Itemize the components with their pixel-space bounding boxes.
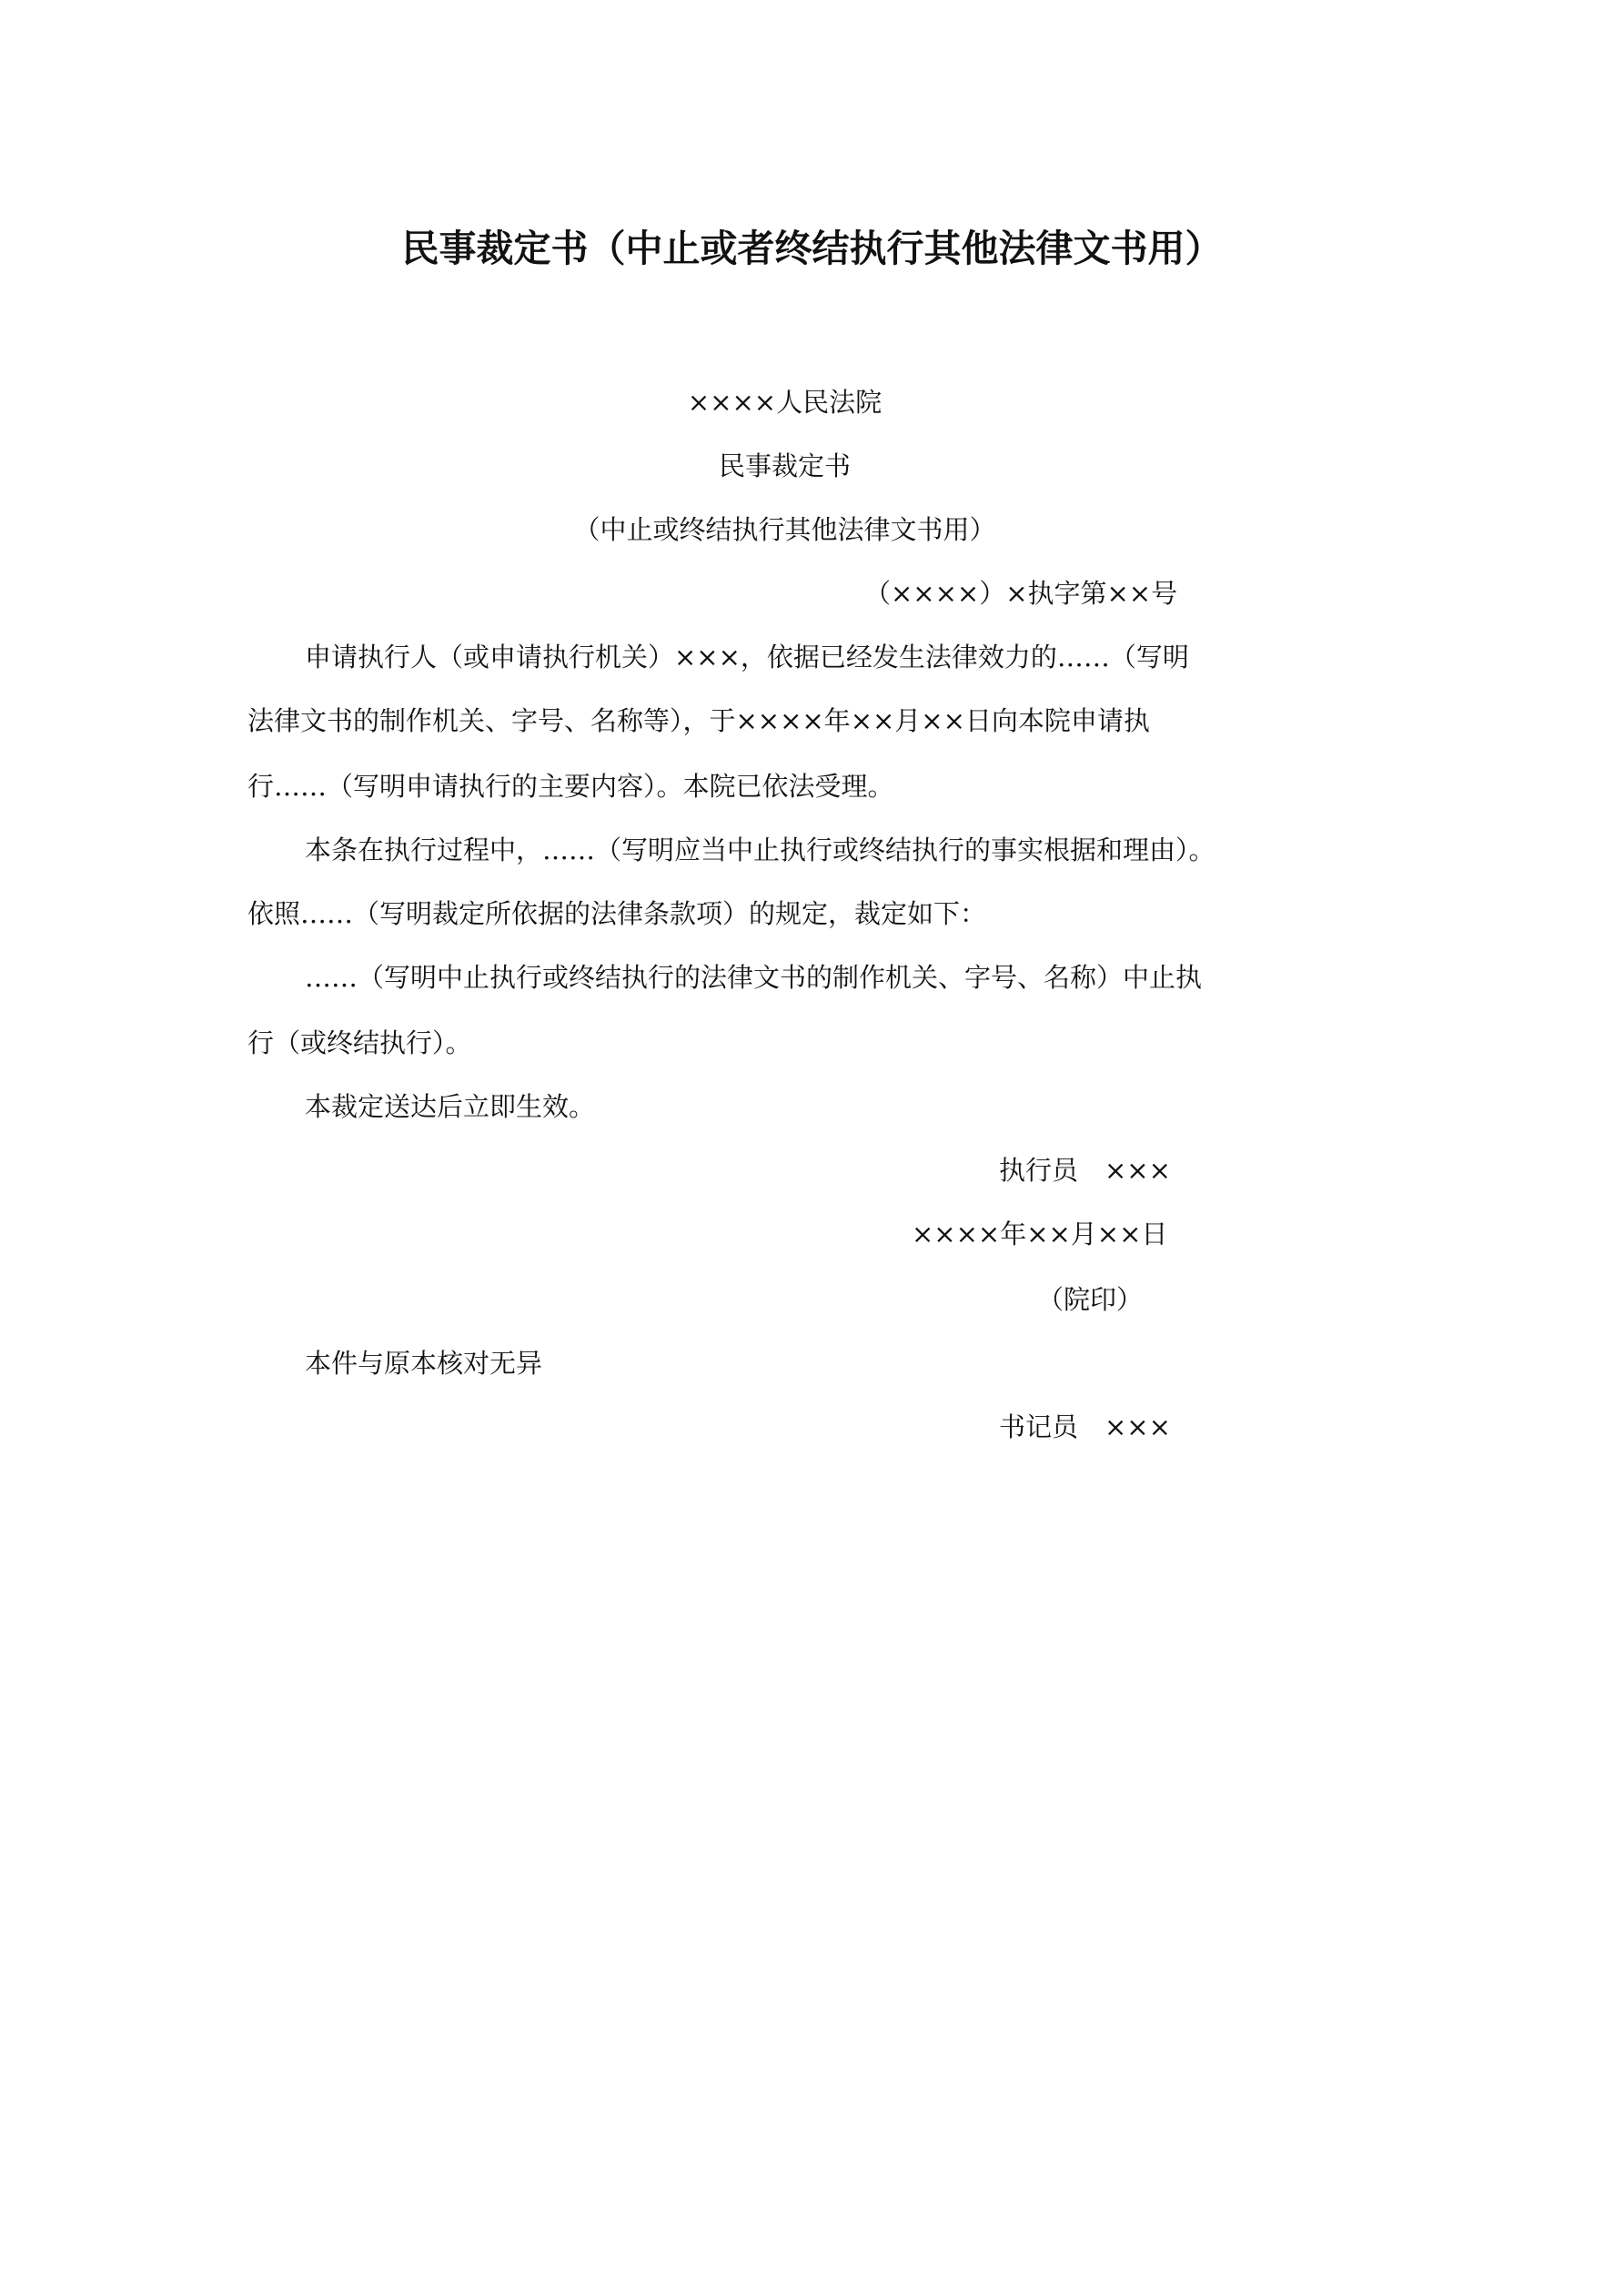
document-type: 民事裁定书 [718,450,851,481]
document-heading: 民事裁定书（中止或者终结执行其他法律文书用） [401,227,1223,270]
executor-signature: 执行员 ××× [999,1155,1171,1186]
verification-note: 本件与原本核对无异 [305,1348,543,1379]
paragraph-4-line-1: 本裁定送达后立即生效。 [305,1091,596,1122]
paragraph-3-line-1: ……（写明中止执行或终结执行的法律文书的制作机关、字号、名称）中止执 [305,962,1203,993]
paragraph-2-line-1: 本条在执行过程中，……（写明应当中止执行或终结执行的事实根据和理由）。 [305,834,1215,865]
paragraph-1-line-2: 法律文书的制作机关、字号、名称等），于××××年××月××日向本院申请执 [247,705,1150,736]
document-subtype: （中止或终结执行其他法律文书用） [573,514,996,545]
paragraph-3-line-2: 行（或终结执行）。 [247,1027,472,1058]
court-name: ××××人民法院 [687,387,883,418]
paragraph-2-line-2: 依照……（写明裁定所依据的法律条款项）的规定，裁定如下： [247,898,987,929]
case-number: （××××）×执字第××号 [864,578,1178,609]
paragraph-1-line-1: 申请执行人（或申请执行机关）×××，依据已经发生法律效力的……（写明 [305,642,1189,673]
ruling-date: ××××年××月××日 [912,1219,1168,1249]
paragraph-1-line-3: 行……（写明申请执行的主要内容）。本院已依法受理。 [247,771,894,802]
clerk-signature: 书记员 ××× [999,1411,1171,1442]
court-seal-note: （院印） [1037,1284,1144,1315]
